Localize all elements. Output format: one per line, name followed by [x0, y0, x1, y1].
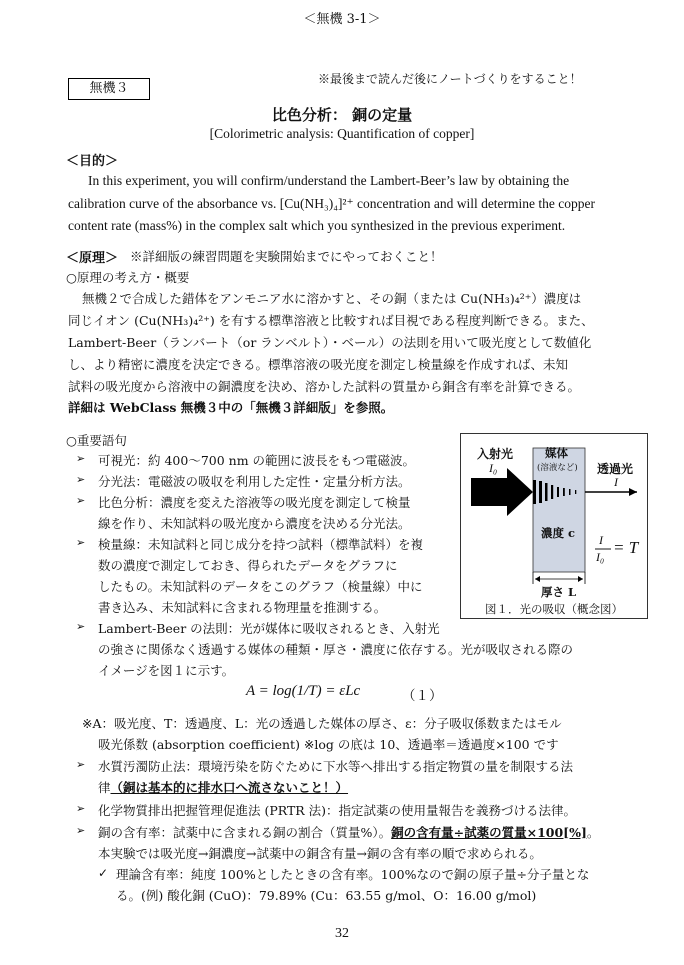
concentration-label: 濃度 c: [541, 526, 576, 540]
prtr-law: 化学物質排出把握管理促進法 (PRTR 法)：指定試薬の使用量報告を義務づける法律。: [98, 803, 577, 818]
term-lambert-beer: Lambert-Beer の法則：光が媒体に吸収されるとき、入射光: [98, 621, 440, 636]
term-calibration: 検量線：未知試料と同じ成分を持つ試料（標準試料）を複: [98, 537, 424, 552]
principle-reference: 詳細は WebClass 無機３中の「無機３詳細版」を参照。: [68, 400, 394, 415]
page-number: 32: [335, 926, 349, 941]
copper-content-formula: 銅の含有量÷試薬の質量×100[%]: [391, 825, 587, 840]
figure-light-absorption: [460, 433, 648, 619]
term-colorimetry: 比色分析：濃度を変えた溶液等の吸光度を測定して検量: [98, 495, 411, 510]
arrow-bullet-icon: ➢: [76, 824, 86, 837]
lambert-beer-equation: A = log(1/T) = εLc: [246, 683, 361, 699]
transmitted-symbol: I: [614, 475, 618, 489]
page-subtitle: [Colorimetric analysis: Quantification of copper]: [209, 126, 475, 141]
arrow-bullet-icon: ➢: [76, 452, 86, 465]
copper-content-definition: [98, 823, 599, 841]
terms-heading: ○重要語句: [66, 433, 127, 448]
water-pollution-law-cont: [98, 778, 348, 796]
term-calibration: 書き込み、未知試料に含まれる物理量を推測する。: [98, 600, 387, 615]
term-calibration: 数の濃度で測定しておき、得られたデータをグラフに: [98, 558, 398, 573]
term-calibration: したもの。未知試料のデータをこのグラフ（検量線）中に: [98, 579, 423, 594]
purpose-line: calibration curve of the absorbance vs. [Cu(NH₃)₄]²⁺ concentration and will determine the copper: [68, 196, 596, 211]
medium-label: 媒体: [545, 446, 568, 460]
ratio-equals: = T: [613, 538, 639, 557]
arrow-bullet-icon: ➢: [76, 758, 86, 771]
arrow-bullet-icon: ➢: [76, 536, 86, 549]
section-box: 無機３: [68, 78, 150, 100]
medium-sub-label: (溶液など): [537, 463, 578, 473]
copper-content-text: 銅の含有率：試薬中に含まれる銅の割合（質量%）。: [98, 825, 392, 840]
page-title: 比色分析： 銅の定量: [271, 106, 413, 124]
definition-line: ※A：吸光度、T：透過度、L：光の透過した媒体の厚さ、ε：分子吸収係数またはモル: [82, 716, 562, 731]
arrow-bullet-icon: ➢: [76, 620, 86, 633]
purpose-heading: ＜目的＞: [66, 154, 119, 169]
page-header: ＜無機 3-1＞: [303, 12, 381, 27]
notebook-note: ※最後まで読んだ後にノートづくりをすること！: [318, 72, 582, 86]
term-visible-light: 可視光：約 400〜700 nm の範囲に波長をもつ電磁波。: [98, 453, 416, 468]
figure-caption: 図１．光の吸収（概念図）: [485, 602, 623, 616]
incident-arrow: [471, 468, 533, 516]
ratio-denominator: I₀: [596, 550, 605, 564]
definition-line: 吸光係数 (absorption coefficient) ※log の底は 10、透過率＝透過度×100 です: [98, 737, 559, 752]
term-lambert-beer: イメージを図１に示す。: [98, 663, 235, 678]
transmitted-label: 透過光: [597, 462, 634, 476]
arrow-bullet-icon: ➢: [76, 494, 86, 507]
ratio-numerator: I: [599, 533, 603, 547]
theoretical-content-example: る。(例) 酸化銅 (CuO)：79.89% (Cu：63.55 g/mol、O：16.00 g/mol): [116, 888, 537, 903]
term-spectroscopy: 分光法：電磁波の吸収を利用した定性・定量分析方法。: [98, 474, 411, 489]
thickness-label: 厚さ L: [541, 585, 577, 599]
copper-content-procedure: 本実験では吸光度→銅濃度→試薬中の銅含有量→銅の含有率の順で求められる。: [98, 846, 542, 861]
theoretical-content: 理論含有率：純度 100%としたときの含有率。100%なので銅の原子量÷分子量とな: [116, 867, 590, 882]
principle-line: し、より精密に濃度を決定できる。標準溶液の吸光度を測定し検量線を作成すれば、未知: [68, 357, 569, 372]
arrow-bullet-icon: ➢: [76, 802, 86, 815]
water-pollution-law: 水質汚濁防止法：環境汚染を防ぐために下水等へ排出する指定物質の量を制限する法: [98, 759, 574, 774]
term-colorimetry: 線を作り、未知試料の吸光度から濃度を決める分光法。: [98, 516, 411, 531]
purpose-line: In this experiment, you will confirm/understand the Lambert-Beer’s law by obtaining the: [88, 173, 570, 188]
principle-line: 無機２で合成した錯体をアンモニア水に溶かすと、その銅（または Cu(NH₃)₄²⁺）濃度は: [82, 291, 582, 306]
principle-note: ※詳細版の練習問題を実験開始までにやっておくこと！: [130, 249, 443, 264]
incident-label: 入射光: [477, 447, 514, 461]
equation-number: （１）: [402, 688, 443, 703]
principle-line: 同じイオン (Cu(NH₃)₄²⁺) を有する標準溶液と比較すれば目視である程度判断できる。また、: [68, 313, 594, 328]
copper-content-end: 。: [586, 825, 600, 840]
principle-line: 試料の吸光度から溶液中の銅濃度を決め、溶かした試料の質量から銅含有率を計算できる。: [68, 379, 581, 394]
checkmark-icon: ✓: [98, 866, 109, 880]
principle-heading: ＜原理＞: [66, 251, 119, 266]
principle-line: Lambert-Beer（ランバート（or ランベルト）・ベール）の法則を用いて吸光度として数値化: [68, 335, 592, 350]
principle-subheading: ○原理の考え方・概要: [66, 270, 190, 285]
term-lambert-beer: の強さに関係なく透過する媒体の種類・厚さ・濃度に依存する。光が吸収される際の: [98, 642, 574, 657]
arrow-bullet-icon: ➢: [76, 473, 86, 486]
purpose-line: content rate (mass%) in the complex salt which you synthesized in the previous experiment.: [68, 218, 566, 233]
law-word: 律: [98, 780, 111, 795]
no-drain-warning: （銅は基本的に排水口へ流さないこと！）: [110, 780, 349, 795]
incident-symbol: I₀: [489, 461, 498, 475]
